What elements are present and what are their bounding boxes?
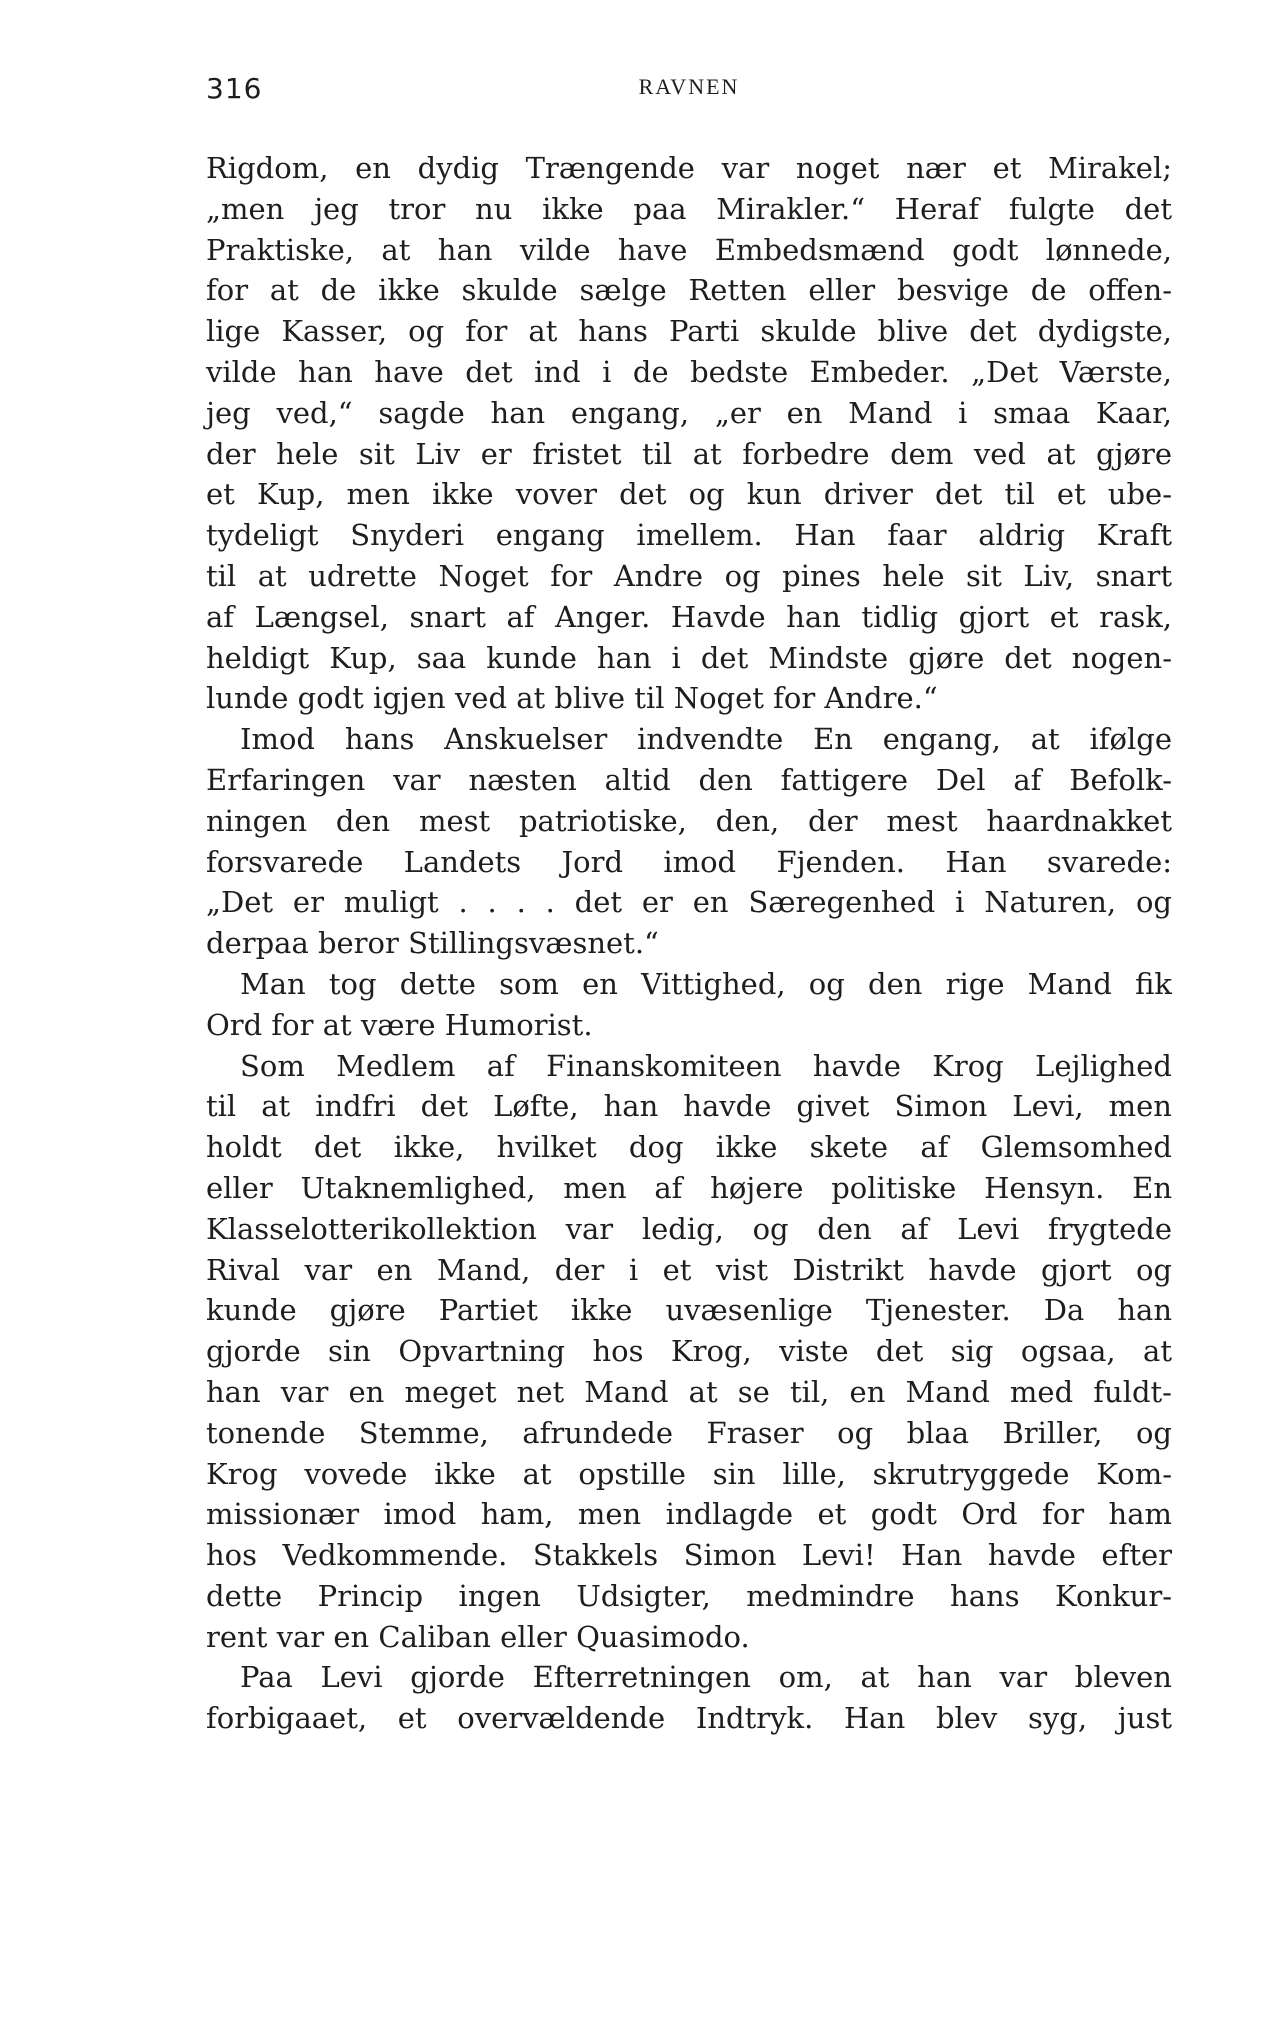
text-line: Rigdom, en dydig Trængende var noget nær et Mirakel;	[206, 151, 1172, 185]
text-line: forbigaaet, et overvældende Indtryk. Han blev syg, just	[206, 1701, 1172, 1736]
text-line: gjorde sin Opvartning hos Krog, viste det sig ogsaa, at	[206, 1334, 1172, 1369]
text-line: derpaa beror Stillingsvæsnet.“	[206, 926, 659, 961]
paragraph	[206, 1657, 1172, 1739]
text-line: ningen den mest patriotiske, den, der mest haardnakket	[206, 803, 1172, 838]
text-line: lige Kasser, og for at hans Parti skulde blive det dydigste,	[206, 314, 1172, 349]
text-line: Ord for at være Humorist.	[206, 1007, 593, 1042]
text-line: kunde gjøre Partiet ikke uvæsenlige Tjenester. Da han	[206, 1293, 1172, 1328]
text-line: Krog vovede ikke at opstille sin lille, skrutryggede Kom-	[206, 1456, 1172, 1491]
text-line: han var en meget net Mand at se til, en Mand med fuldt-	[206, 1374, 1172, 1409]
text-line: rent var en Caliban eller Quasimodo.	[206, 1619, 750, 1654]
text-line: heldigt Kup, saa kunde han i det Mindste gjøre det nogen-	[206, 640, 1172, 675]
paragraph	[206, 964, 1172, 1046]
text-line: Erfaringen var næsten altid den fattigere Del af Befolk-	[206, 762, 1172, 797]
text-line: tonende Stemme, afrundede Fraser og blaa Briller, og	[206, 1415, 1172, 1450]
text-line: jeg ved,“ sagde han engang, „er en Mand i smaa Kaar,	[206, 395, 1172, 430]
text-line: eller Utaknemlighed, men af højere politiske Hensyn. En	[206, 1170, 1172, 1205]
text-line: til at indfri det Løfte, han havde givet Simon Levi, men	[206, 1089, 1172, 1124]
text-line: et Kup, men ikke vover det og kun driver det til et ube-	[206, 477, 1172, 512]
text-line: vilde han have det ind i de bedste Embeder. „Det Værste,	[206, 354, 1172, 389]
text-line: missionær imod ham, men indlagde et godt Ord for ham	[206, 1497, 1172, 1532]
paragraph	[206, 148, 1172, 719]
text-line: lunde godt igjen ved at blive til Noget for Andre.“	[206, 681, 938, 716]
text-line: holdt det ikke, hvilket dog ikke skete af Glemsomhed	[206, 1130, 1172, 1165]
paragraph	[206, 719, 1172, 964]
text-line: „Det er muligt . . . . det er en Særegenhed i Naturen, og	[206, 885, 1172, 920]
page-number: 316	[206, 72, 263, 105]
text-line: Praktiske, at han vilde have Embedsmænd godt lønnede,	[206, 232, 1172, 267]
text-line: hos Vedkommende. Stakkels Simon Levi! Han havde efter	[206, 1538, 1172, 1573]
running-head	[206, 66, 1172, 110]
text-line: dette Princip ingen Udsigter, medmindre hans Konkur-	[206, 1578, 1172, 1613]
body-text	[206, 148, 1172, 1739]
text-line: „men jeg tror nu ikke paa Mirakler.“ Heraf fulgte det	[206, 191, 1172, 226]
text-line: Som Medlem af Finanskomiteen havde Krog Lejlighed	[240, 1048, 1172, 1083]
running-title: RAVNEN	[638, 74, 740, 99]
text-line: Klasselotterikollektion var ledig, og den af Levi frygtede	[206, 1211, 1172, 1246]
text-line: af Længsel, snart af Anger. Havde han tidlig gjort et rask,	[206, 599, 1172, 634]
text-line: til at udrette Noget for Andre og pines hele sit Liv, snart	[206, 558, 1172, 593]
paragraph	[206, 1046, 1172, 1658]
text-line: for at de ikke skulde sælge Retten eller besvige de offen-	[206, 273, 1172, 308]
text-line: tydeligt Snyderi engang imellem. Han faar aldrig Kraft	[206, 518, 1172, 553]
text-line: forsvarede Landets Jord imod Fjenden. Han svarede:	[206, 844, 1172, 879]
text-line: Man tog dette som en Vittighed, og den rige Mand fik	[240, 966, 1172, 1001]
text-line: der hele sit Liv er fristet til at forbedre dem ved at gjøre	[206, 436, 1172, 471]
text-line: Imod hans Anskuelser indvendte En engang, at ifølge	[240, 722, 1172, 757]
text-line: Rival var en Mand, der i et vist Distrikt havde gjort og	[206, 1252, 1172, 1287]
text-line: Paa Levi gjorde Efterretningen om, at han var bleven	[240, 1660, 1172, 1695]
